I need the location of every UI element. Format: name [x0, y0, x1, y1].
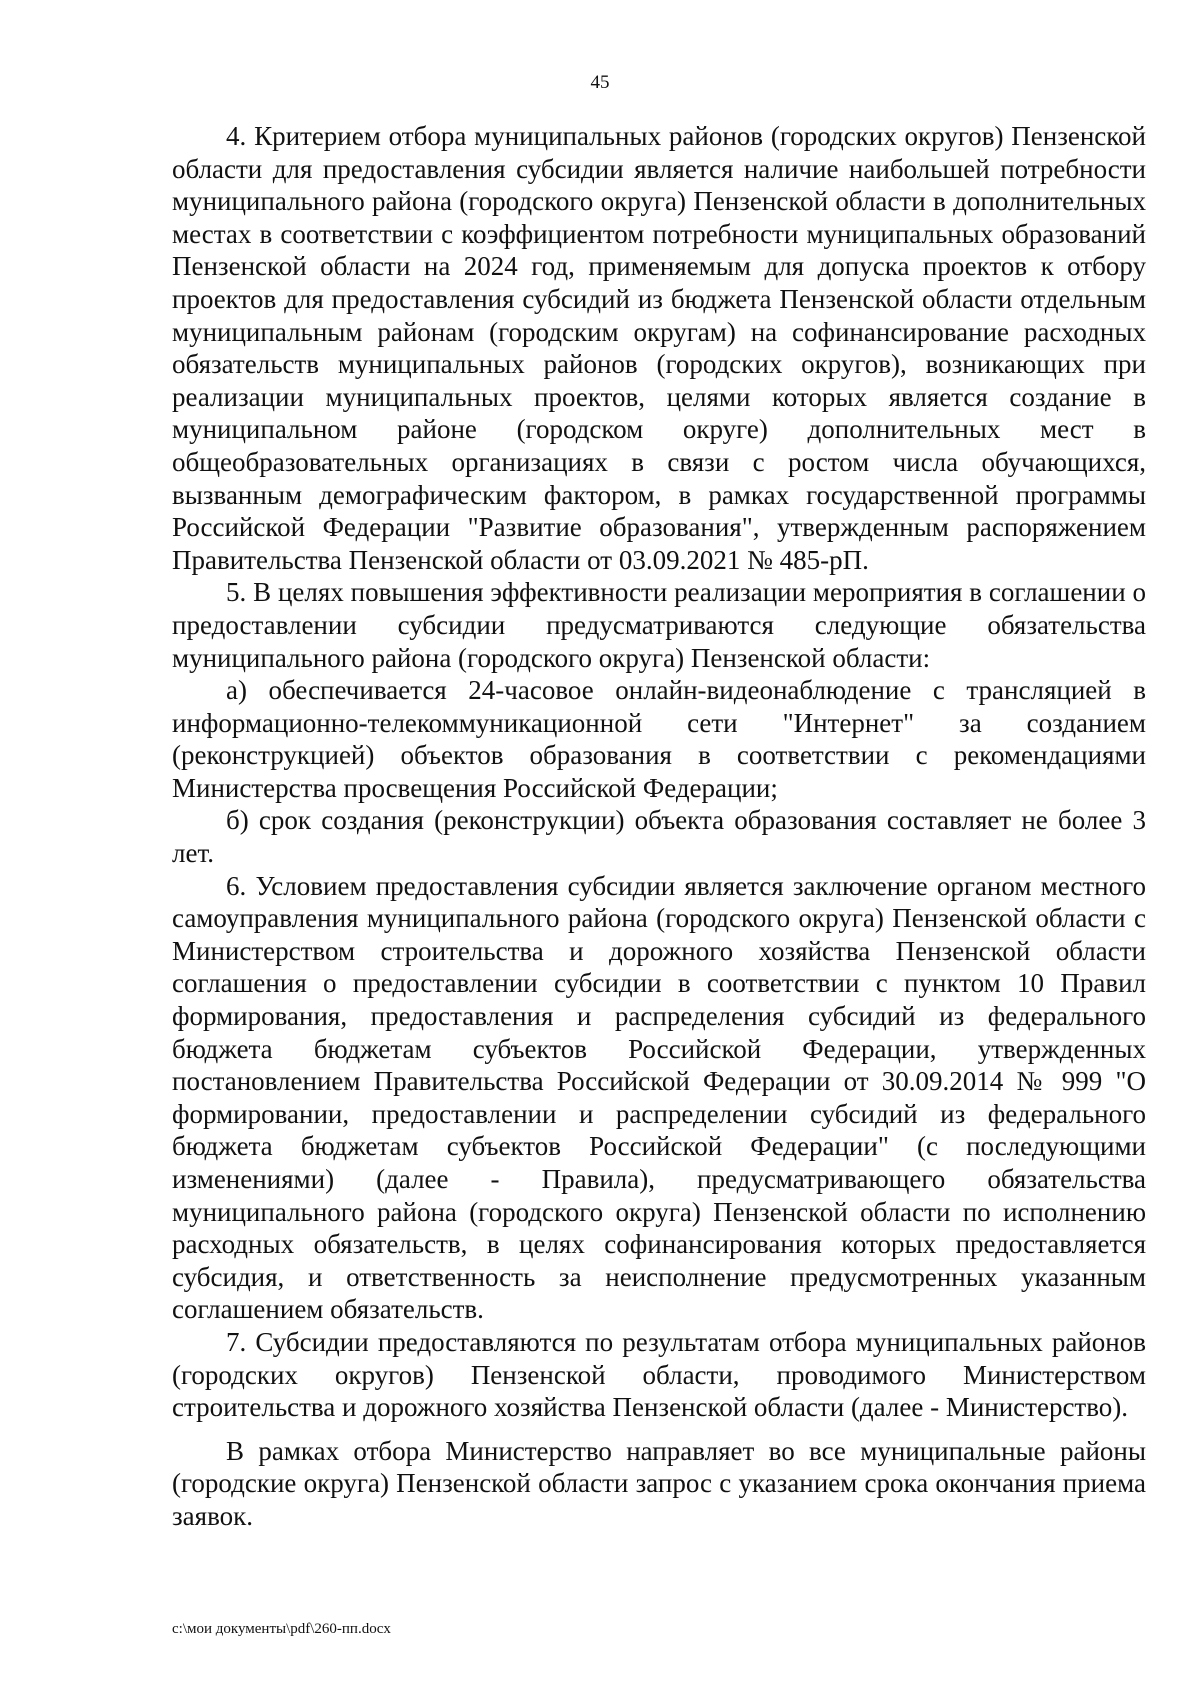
paragraph-item-6: 6. Условием предоставления субсидии является заключение органом местного самоуправления муниципального района (городского округа) Пензенской области с Министерством строительства и дорожного хозяйства Пензенской области соглашения о предоставлении субсидии в соответствии с пунктом 10 Правил формирования, предоставления и распределения субсидий из федерального бюджета бюджетам субъектов Российской Федерации, утвержденных постановлением Правительства Российской Федерации от 30.09.2014 № 999 "О формировании, предоставлении и распределении субсидий из федерального бюджета бюджетам субъектов Российской Федерации" (с последующими изменениями) (далее - Правила), предусматривающего обязательства муниципального района (городского округа) Пензенской области по исполнению расходных обязательств, в целях софинансирования которых предоставляется субсидия, и ответственность за неисполнение предусмотренных указанным соглашением обязательств.: [172, 870, 1146, 1325]
paragraph-item-4: 4. Критерием отбора муниципальных районов (городских округов) Пензенской области для предоставления субсидии является наличие наибольшей потребности муниципального района (городского округа) Пензенской области в дополнительных местах в соответствии с коэффициентом потребности муниципальных образований Пензенской области на 2024 год, применяемым для допуска проектов к отбору проектов для предоставления субсидий из бюджета Пензенской области отдельным муниципальным районам (городским округам) на софинансирование расходных обязательств муниципальных районов (городских округов), возникающих при реализации муниципальных проектов, целями которых является создание в муниципальном районе (городском округе) дополнительных мест в общеобразовательных организациях в связи с ростом числа обучающихся, вызванным демографическим фактором, в рамках государственной программы Российской Федерации "Развитие образования", утвержденным распоряжением Правительства Пензенской области от 03.09.2021 № 485-рП.: [172, 121, 1146, 575]
paragraph-item-7: 7. Субсидии предоставляются по результатам отбора муниципальных районов (городских округов) Пензенской области, проводимого Министерством строительства и дорожного хозяйства Пензенской области (далее - Министерство).: [172, 1326, 1146, 1423]
paragraph-subitem-b: б) срок создания (реконструкции) объекта образования составляет не более 3 лет.: [172, 805, 1146, 869]
document-body: [172, 120, 1146, 1533]
footer-file-path: c:\мои документы\pdf\260-пп.docx: [172, 1621, 391, 1637]
paragraph-subitem-a: а) обеспечивается 24-часовое онлайн-видеонаблюдение с трансляцией в информационно-телекоммуникационной сети "Интернет" за созданием (реконструкцией) объектов образования в соответствии с рекомендациями Министерства просвещения Российской Федерации;: [172, 675, 1146, 803]
page-number: 45: [590, 72, 610, 93]
paragraph-item-5: 5. В целях повышения эффективности реализации мероприятия в соглашении о предоставлении субсидии предусматриваются следующие обязательства муниципального района (городского округа) Пензенской области:: [172, 577, 1146, 673]
paragraph-selection-request: В рамках отбора Министерство направляет во все муниципальные районы (городские округа) Пензенской области запрос с указанием срока окончания приема заявок.: [172, 1435, 1146, 1531]
